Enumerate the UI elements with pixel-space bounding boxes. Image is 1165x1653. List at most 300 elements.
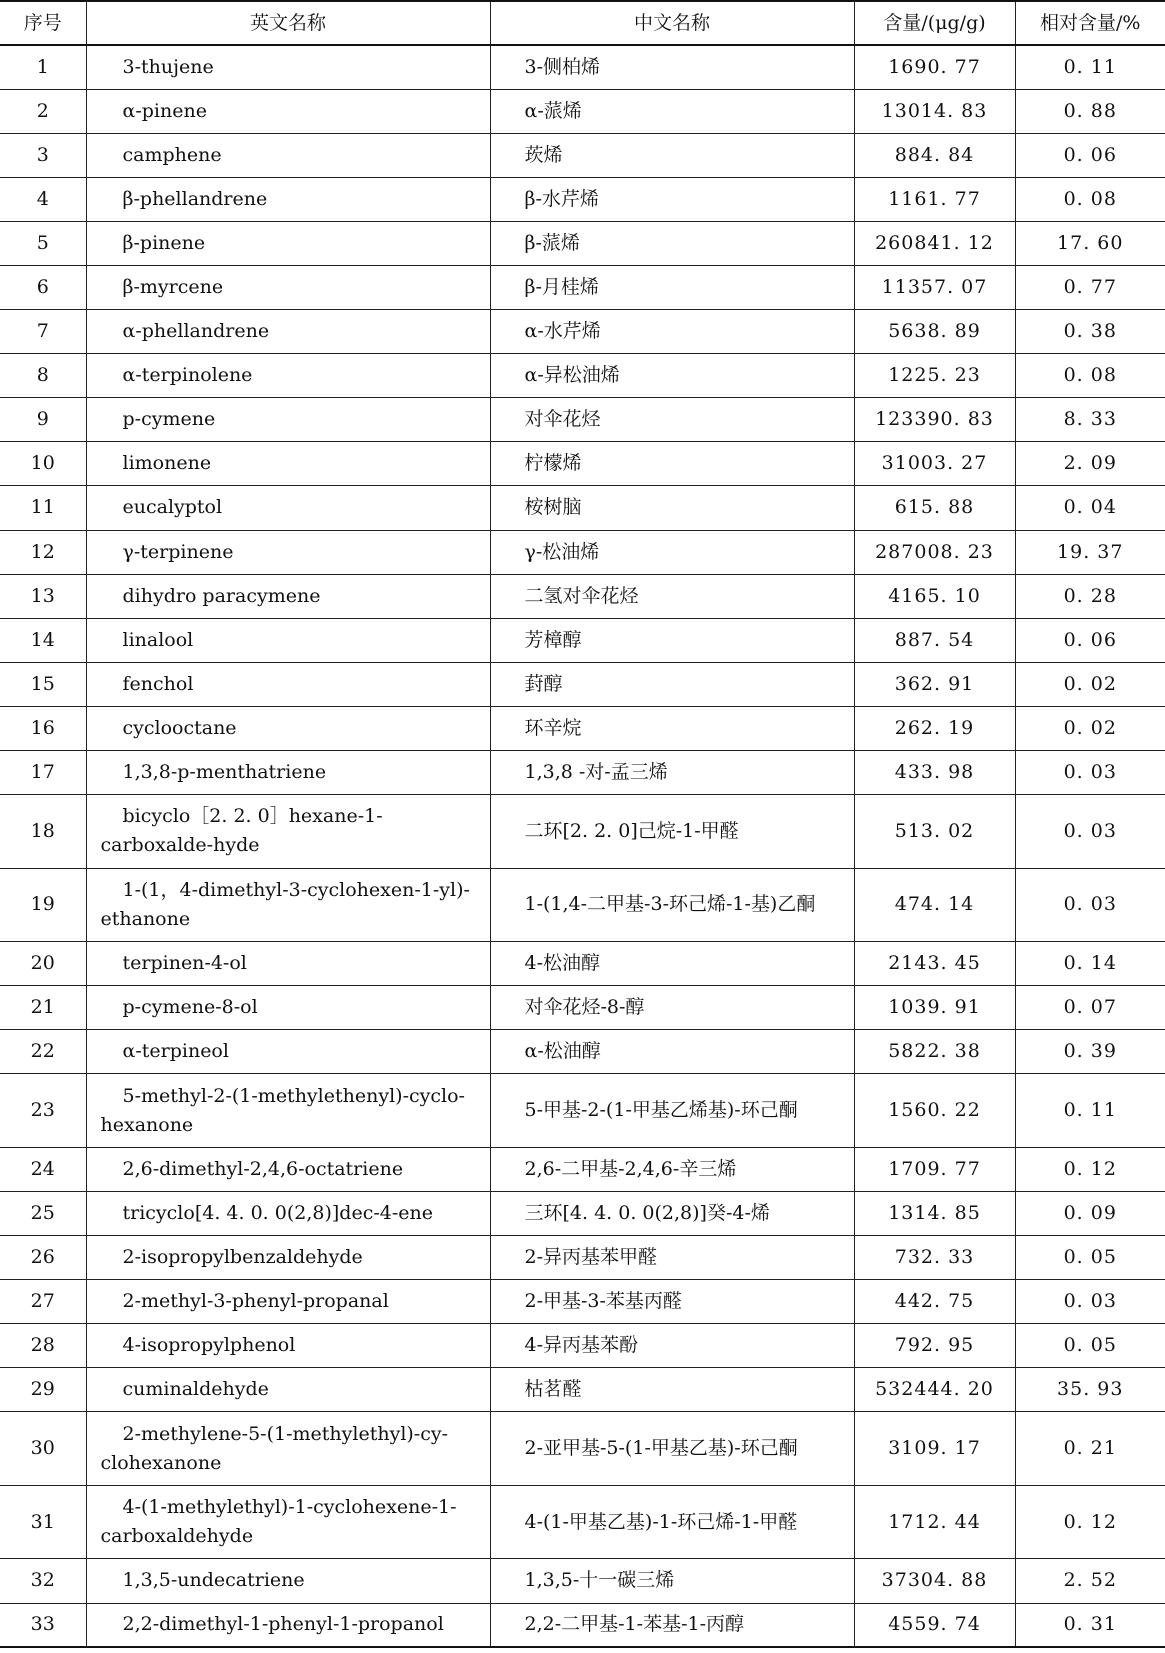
row-number	[0, 574, 86, 618]
row-number	[0, 354, 86, 398]
relative-content-value-text: 17. 60	[1057, 231, 1124, 254]
row-number	[0, 751, 86, 795]
row-number-text: 28	[30, 1334, 55, 1357]
content-value-text: 3109. 17	[888, 1437, 981, 1460]
table-row	[0, 706, 1165, 750]
english-name	[86, 662, 490, 706]
english-name	[86, 177, 490, 221]
table-row	[0, 354, 1165, 398]
relative-content-value	[1015, 45, 1165, 89]
content-value	[854, 1485, 1015, 1559]
content-value-text: 442. 75	[894, 1290, 975, 1313]
relative-content-value	[1015, 398, 1165, 442]
row-number	[0, 1191, 86, 1235]
table-header-row	[0, 1, 1165, 45]
relative-content-value	[1015, 618, 1165, 662]
relative-content-value-text: 0. 21	[1063, 1437, 1117, 1460]
content-value-text: 532444. 20	[875, 1378, 994, 1401]
chinese-name	[490, 89, 854, 133]
relative-content-value	[1015, 133, 1165, 177]
relative-content-value	[1015, 530, 1165, 574]
chinese-name-text: 2-亚甲基-5-(1-甲基乙基)-环己酮	[524, 1437, 798, 1460]
content-value	[854, 1030, 1015, 1074]
content-value-text: 433. 98	[894, 761, 975, 784]
relative-content-value	[1015, 1485, 1165, 1559]
chinese-name-text: α-水芹烯	[524, 320, 601, 343]
content-value	[854, 868, 1015, 942]
row-number	[0, 530, 86, 574]
table-row	[0, 751, 1165, 795]
relative-content-value-text: 0. 05	[1063, 1246, 1117, 1269]
relative-content-value-text: 0. 12	[1063, 1157, 1117, 1180]
table-row	[0, 1324, 1165, 1368]
english-name-text: 1,3,5-undecatriene	[122, 1569, 305, 1592]
content-value-text: 4559. 74	[888, 1613, 981, 1636]
english-name	[86, 1191, 490, 1235]
content-value-text: 11357. 07	[881, 276, 988, 299]
row-number	[0, 1324, 86, 1368]
chinese-name-text: 3-侧柏烯	[524, 55, 601, 78]
content-value-text: 1709. 77	[888, 1157, 981, 1180]
english-name	[86, 398, 490, 442]
row-number	[0, 706, 86, 750]
english-name	[86, 1368, 490, 1412]
english-name-text: α-pinene	[122, 99, 207, 122]
relative-content-value	[1015, 751, 1165, 795]
english-name	[86, 942, 490, 986]
content-value-text: 1039. 91	[888, 996, 981, 1019]
relative-content-value-text: 0. 28	[1063, 584, 1117, 607]
chinese-name-text: 2-甲基-3-苯基丙醛	[524, 1290, 682, 1313]
relative-content-value-text: 0. 09	[1063, 1202, 1117, 1225]
chinese-name	[490, 1236, 854, 1280]
row-number	[0, 1236, 86, 1280]
relative-content-value	[1015, 177, 1165, 221]
row-number-text: 17	[30, 761, 55, 784]
row-number	[0, 1368, 86, 1412]
chinese-name	[490, 1559, 854, 1603]
english-name	[86, 1324, 490, 1368]
english-name-text: 5-methyl-2-(1-methylethenyl)-cyclo-hexanone	[100, 1084, 465, 1136]
english-name	[86, 986, 490, 1030]
row-number-text: 30	[30, 1437, 55, 1460]
chinese-name-text: γ-松油烯	[524, 540, 600, 563]
chinese-name	[490, 310, 854, 354]
row-number	[0, 662, 86, 706]
english-name	[86, 795, 490, 869]
header-content: 含量/(μg/g)	[854, 1, 1015, 45]
row-number	[0, 1030, 86, 1074]
row-number	[0, 177, 86, 221]
chinese-name	[490, 221, 854, 265]
content-value	[854, 574, 1015, 618]
content-value	[854, 986, 1015, 1030]
row-number	[0, 1559, 86, 1603]
relative-content-value-text: 0. 08	[1063, 364, 1117, 387]
english-name	[86, 45, 490, 89]
table-row	[0, 662, 1165, 706]
table-row	[0, 986, 1165, 1030]
relative-content-value-text: 0. 03	[1063, 893, 1117, 916]
table-row	[0, 1559, 1165, 1603]
content-value	[854, 1191, 1015, 1235]
relative-content-value	[1015, 1412, 1165, 1486]
relative-content-value	[1015, 942, 1165, 986]
chinese-name-text: α-松油醇	[524, 1040, 601, 1063]
english-name	[86, 442, 490, 486]
content-value	[854, 221, 1015, 265]
row-number-text: 12	[30, 540, 55, 563]
chinese-name	[490, 1412, 854, 1486]
row-number-text: 9	[36, 408, 49, 431]
english-name	[86, 1603, 490, 1647]
table-row	[0, 1074, 1165, 1148]
row-number-text: 1	[36, 55, 49, 78]
english-name-text: 4-(1-methylethyl)-1-cyclohexene-1-carboxaldehyde	[100, 1496, 457, 1548]
row-number	[0, 1280, 86, 1324]
content-value	[854, 177, 1015, 221]
row-number-text: 31	[30, 1510, 55, 1533]
content-value-text: 362. 91	[894, 672, 975, 695]
english-name-text: eucalyptol	[122, 496, 223, 519]
content-value	[854, 1324, 1015, 1368]
relative-content-value	[1015, 1324, 1165, 1368]
row-number	[0, 618, 86, 662]
relative-content-value	[1015, 706, 1165, 750]
row-number	[0, 265, 86, 309]
relative-content-value-text: 0. 39	[1063, 1040, 1117, 1063]
row-number-text: 29	[30, 1378, 55, 1401]
english-name	[86, 1147, 490, 1191]
relative-content-value-text: 0. 07	[1063, 996, 1117, 1019]
english-name-text: α-terpineol	[122, 1040, 229, 1063]
content-value	[854, 398, 1015, 442]
row-number-text: 15	[30, 672, 55, 695]
content-value	[854, 1236, 1015, 1280]
chinese-name-text: 2,6-二甲基-2,4,6-辛三烯	[524, 1157, 737, 1180]
english-name-text: bicyclo［2. 2. 0］hexane-1-carboxalde-hyde	[100, 805, 383, 857]
row-number-text: 32	[30, 1569, 55, 1592]
chinese-name	[490, 868, 854, 942]
chinese-name	[490, 45, 854, 89]
row-number	[0, 442, 86, 486]
english-name-text: limonene	[122, 452, 212, 475]
relative-content-value-text: 0. 38	[1063, 320, 1117, 343]
table-row	[0, 1485, 1165, 1559]
english-name-text: p-cymene	[122, 408, 216, 431]
relative-content-value	[1015, 1030, 1165, 1074]
english-name	[86, 706, 490, 750]
chinese-name-text: 2-异丙基苯甲醛	[524, 1246, 658, 1269]
english-name	[86, 310, 490, 354]
chinese-name	[490, 1074, 854, 1148]
chinese-name	[490, 1030, 854, 1074]
row-number-text: 11	[30, 496, 55, 519]
content-value-text: 887. 54	[894, 628, 975, 651]
english-name	[86, 133, 490, 177]
content-value-text: 31003. 27	[881, 452, 988, 475]
english-name-text: β-pinene	[122, 231, 206, 254]
content-value-text: 792. 95	[894, 1334, 975, 1357]
chinese-name	[490, 1280, 854, 1324]
english-name-text: p-cymene-8-ol	[122, 996, 258, 1019]
chinese-name-text: 1,3,5-十一碳三烯	[524, 1569, 675, 1592]
chinese-name	[490, 706, 854, 750]
relative-content-value	[1015, 795, 1165, 869]
chinese-name	[490, 398, 854, 442]
relative-content-value-text: 0. 06	[1063, 628, 1117, 651]
chinese-name-text: 4-异丙基苯酚	[524, 1334, 639, 1357]
header-number: 序号	[0, 1, 86, 45]
chinese-name-text: 对伞花烃-8-醇	[524, 996, 645, 1019]
relative-content-value	[1015, 1191, 1165, 1235]
relative-content-value	[1015, 310, 1165, 354]
row-number-text: 13	[30, 584, 55, 607]
relative-content-value	[1015, 1236, 1165, 1280]
content-value-text: 1690. 77	[888, 55, 981, 78]
chinese-name	[490, 662, 854, 706]
chinese-name-text: 环辛烷	[524, 716, 582, 739]
chinese-name-text: α-蒎烯	[524, 99, 582, 122]
english-name-text: 3-thujene	[122, 55, 214, 78]
content-value-text: 37304. 88	[881, 1569, 988, 1592]
table-row	[0, 868, 1165, 942]
chinese-name-text: 1,3,8 -对-孟三烯	[524, 761, 668, 784]
content-value	[854, 530, 1015, 574]
relative-content-value-text: 0. 05	[1063, 1334, 1117, 1357]
english-name-text: 2,2-dimethyl-1-phenyl-1-propanol	[122, 1613, 444, 1636]
row-number-text: 10	[30, 452, 55, 475]
relative-content-value	[1015, 265, 1165, 309]
english-name	[86, 1074, 490, 1148]
chinese-name	[490, 265, 854, 309]
table-row	[0, 177, 1165, 221]
table-row	[0, 1030, 1165, 1074]
table-row	[0, 1191, 1165, 1235]
content-value	[854, 795, 1015, 869]
chinese-name	[490, 133, 854, 177]
content-value-text: 732. 33	[894, 1246, 975, 1269]
relative-content-value-text: 0. 02	[1063, 672, 1117, 695]
english-name	[86, 1236, 490, 1280]
relative-content-value-text: 0. 04	[1063, 496, 1117, 519]
english-name-text: 2,6-dimethyl-2,4,6-octatriene	[122, 1157, 404, 1180]
row-number-text: 23	[30, 1099, 55, 1122]
english-name-text: cyclooctane	[122, 716, 237, 739]
row-number-text: 22	[30, 1040, 55, 1063]
table-row	[0, 442, 1165, 486]
row-number	[0, 1412, 86, 1486]
english-name-text: dihydro paracymene	[122, 584, 321, 607]
row-number-text: 7	[36, 320, 49, 343]
english-name-text: linalool	[122, 628, 194, 651]
table-row	[0, 1603, 1165, 1647]
row-number	[0, 986, 86, 1030]
relative-content-value	[1015, 1368, 1165, 1412]
content-value	[854, 751, 1015, 795]
row-number-text: 33	[30, 1613, 55, 1636]
chinese-name-text: 莰烯	[524, 143, 563, 166]
english-name-text: camphene	[122, 143, 222, 166]
english-name	[86, 89, 490, 133]
chinese-name-text: 芳樟醇	[524, 628, 582, 651]
chinese-name-text: 葑醇	[524, 672, 563, 695]
row-number	[0, 1147, 86, 1191]
content-value	[854, 45, 1015, 89]
row-number	[0, 942, 86, 986]
relative-content-value-text: 8. 33	[1063, 408, 1117, 431]
chinese-name	[490, 442, 854, 486]
content-value	[854, 1559, 1015, 1603]
chinese-name	[490, 986, 854, 1030]
relative-content-value-text: 0. 02	[1063, 716, 1117, 739]
content-value-text: 884. 84	[894, 143, 975, 166]
row-number	[0, 45, 86, 89]
chinese-name-text: 5-甲基-2-(1-甲基乙烯基)-环己酮	[524, 1099, 798, 1122]
relative-content-value-text: 19. 37	[1057, 540, 1124, 563]
relative-content-value-text: 2. 09	[1063, 452, 1117, 475]
row-number	[0, 1603, 86, 1647]
english-name-text: β-phellandrene	[122, 187, 268, 210]
relative-content-value-text: 0. 14	[1063, 952, 1117, 975]
english-name	[86, 1412, 490, 1486]
relative-content-value-text: 0. 11	[1063, 55, 1117, 78]
relative-content-value	[1015, 486, 1165, 530]
chinese-name-text: 4-松油醇	[524, 952, 601, 975]
row-number-text: 2	[36, 99, 49, 122]
table-row	[0, 265, 1165, 309]
row-number-text: 26	[30, 1246, 55, 1269]
content-value	[854, 486, 1015, 530]
table-row	[0, 1412, 1165, 1486]
table-row	[0, 310, 1165, 354]
english-name-text: 2-methyl-3-phenyl-propanal	[122, 1290, 389, 1313]
table-body	[0, 45, 1165, 1647]
english-name	[86, 530, 490, 574]
row-number	[0, 1074, 86, 1148]
table-row	[0, 942, 1165, 986]
table-row	[0, 133, 1165, 177]
english-name	[86, 486, 490, 530]
content-value	[854, 942, 1015, 986]
chinese-name-text: 4-(1-甲基乙基)-1-环己烯-1-甲醛	[524, 1510, 798, 1533]
english-name	[86, 354, 490, 398]
content-value-text: 4165. 10	[888, 584, 981, 607]
english-name-text: terpinen-4-ol	[122, 952, 247, 975]
english-name	[86, 868, 490, 942]
english-name-text: 1,3,8-p-menthatriene	[122, 761, 327, 784]
content-value	[854, 133, 1015, 177]
header-chinese-name: 中文名称	[490, 1, 854, 45]
relative-content-value	[1015, 221, 1165, 265]
relative-content-value-text: 0. 31	[1063, 1613, 1117, 1636]
header-english-name: 英文名称	[86, 1, 490, 45]
content-value	[854, 1147, 1015, 1191]
chinese-name	[490, 530, 854, 574]
row-number-text: 8	[36, 364, 49, 387]
english-name-text: 4-isopropylphenol	[122, 1334, 296, 1357]
table-row	[0, 221, 1165, 265]
chinese-name	[490, 618, 854, 662]
relative-content-value-text: 0. 06	[1063, 143, 1117, 166]
chinese-name	[490, 1191, 854, 1235]
chinese-name	[490, 354, 854, 398]
content-value-text: 1560. 22	[888, 1099, 981, 1122]
content-value-text: 1314. 85	[888, 1202, 981, 1225]
table-row	[0, 89, 1165, 133]
chinese-name	[490, 574, 854, 618]
relative-content-value-text: 0. 11	[1063, 1099, 1117, 1122]
content-value-text: 1225. 23	[888, 364, 981, 387]
chinese-name	[490, 795, 854, 869]
relative-content-value	[1015, 1559, 1165, 1603]
chinese-name-text: 柠檬烯	[524, 452, 582, 475]
relative-content-value-text: 0. 03	[1063, 819, 1117, 842]
table-row	[0, 398, 1165, 442]
english-name-text: fenchol	[122, 672, 194, 695]
table-row	[0, 618, 1165, 662]
chinese-name	[490, 1603, 854, 1647]
english-name	[86, 265, 490, 309]
chinese-name-text: 二环[2. 2. 0]己烷-1-甲醛	[524, 819, 739, 842]
row-number	[0, 310, 86, 354]
content-value-text: 1712. 44	[888, 1510, 981, 1533]
row-number	[0, 398, 86, 442]
relative-content-value-text: 0. 03	[1063, 1290, 1117, 1313]
chinese-name-text: β-月桂烯	[524, 276, 599, 299]
chinese-name	[490, 486, 854, 530]
english-name-text: 1-(1，4-dimethyl-3-cyclohexen-1-yl)-ethanone	[100, 878, 470, 930]
content-value-text: 262. 19	[894, 716, 975, 739]
row-number	[0, 89, 86, 133]
content-value	[854, 1368, 1015, 1412]
content-value-text: 513. 02	[894, 819, 975, 842]
row-number	[0, 795, 86, 869]
content-value-text: 615. 88	[894, 496, 975, 519]
content-value	[854, 706, 1015, 750]
relative-content-value	[1015, 89, 1165, 133]
table-row	[0, 486, 1165, 530]
row-number-text: 18	[30, 819, 55, 842]
relative-content-value-text: 0. 03	[1063, 761, 1117, 784]
content-value	[854, 1603, 1015, 1647]
row-number-text: 4	[36, 187, 49, 210]
english-name	[86, 1030, 490, 1074]
chinese-name	[490, 1485, 854, 1559]
table-row	[0, 45, 1165, 89]
english-name	[86, 221, 490, 265]
relative-content-value-text: 0. 77	[1063, 276, 1117, 299]
chinese-name-text: β-蒎烯	[524, 231, 580, 254]
content-value	[854, 1280, 1015, 1324]
content-value	[854, 354, 1015, 398]
content-value-text: 260841. 12	[875, 231, 994, 254]
content-value	[854, 1074, 1015, 1148]
content-value-text: 1161. 77	[888, 187, 981, 210]
table-row	[0, 1147, 1165, 1191]
row-number	[0, 486, 86, 530]
content-value	[854, 442, 1015, 486]
english-name	[86, 1280, 490, 1324]
relative-content-value-text: 0. 08	[1063, 187, 1117, 210]
row-number-text: 3	[36, 143, 49, 166]
relative-content-value	[1015, 354, 1165, 398]
chinese-name-text: 三环[4. 4. 0. 0(2,8)]癸-4-烯	[524, 1202, 770, 1225]
content-value-text: 5638. 89	[888, 320, 981, 343]
english-name	[86, 574, 490, 618]
chinese-name	[490, 751, 854, 795]
chinese-name-text: 对伞花烃	[524, 408, 601, 431]
